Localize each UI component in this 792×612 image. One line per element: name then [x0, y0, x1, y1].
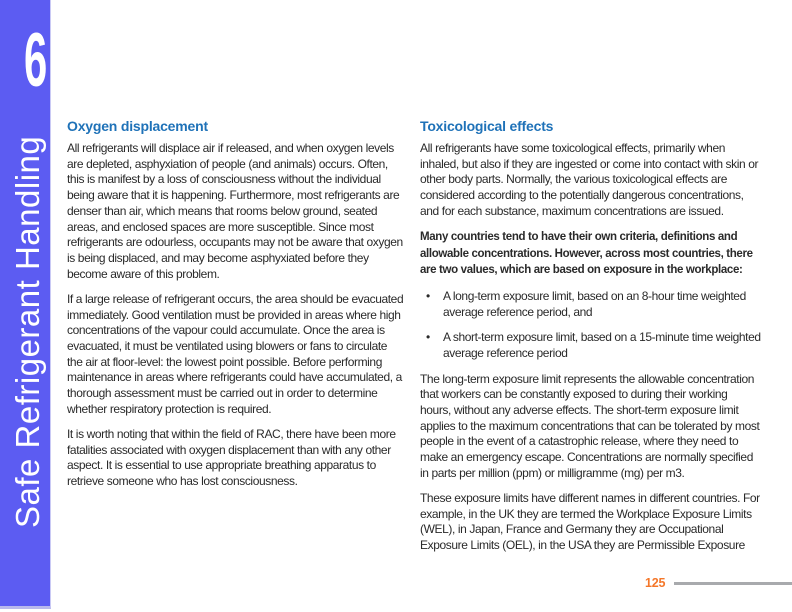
- right-column: [420, 118, 761, 563]
- bullet-icon: [420, 330, 443, 361]
- list-item: [420, 330, 761, 361]
- paragraph: All refrigerants have some toxicological effects, primarily when inhaled, but also if they are ingested or come into contact with skin or other body parts. Normally, the various toxicological effects are considered according to the potentially dangerous concentrations, and for each substance, maximum concentrations are issued.: [420, 141, 759, 218]
- paragraph: All refrigerants will displace air if released, and when oxygen levels are depleted, asphyxiation of people (and animals) occurs. Often, this is manifest by a loss of consciousness without the individual being aware that it is happening. Furthermore, most refrigerants are denser than air, which means that rooms below ground, seated areas, and enclosed spaces are more susceptible. Since most refrigerants are odourless, occupants may not be aware that oxygen is being displaced, and may become asphyxiated before they become aware of this problem.: [67, 141, 403, 281]
- bullet-list: [420, 289, 761, 362]
- left-column: [67, 118, 404, 499]
- list-item-text: A short-term exposure limit, based on a 15-minute time weighted average reference period: [443, 330, 761, 360]
- page-footer: [0, 576, 792, 592]
- chapter-title: [9, 76, 47, 528]
- list-item-text: A long-term exposure limit, based on an 8-hour time weighted average reference period, and: [443, 288, 746, 319]
- footer-rule: [674, 582, 792, 585]
- bold-lead-paragraph: Many countries tend to have their own criteria, definitions and allowable concentrations. However, across most countries, there are two values, which are based on exposure in the workplace:: [420, 231, 753, 277]
- paragraph: It is worth noting that within the field of RAC, there have been more fatalities associated with oxygen displacement than with any other aspect. It is essential to use appropriate breathing apparatus to retrieve someone who has lost consciousness.: [67, 426, 396, 489]
- paragraph: The long-term exposure limit represents the allowable concentration that workers can be constantly exposed to during their working hours, without any adverse effects. The short-term exposure limit applies to the maximum concentrations that can be tolerated by most people in the event of a catastrophic release, where they need to make an emergency escape. Concentrations are normally specified in parts per million (ppm) or milligramme (mg) per m3.: [420, 371, 760, 480]
- list-item: [420, 289, 761, 320]
- chapter-number: 6: [23, 18, 47, 103]
- section-heading-oxygen-displacement: Oxygen displacement: [67, 118, 208, 134]
- page-number: 125: [645, 576, 666, 590]
- section-heading-toxicological-effects: Toxicological effects: [420, 118, 554, 134]
- chapter-title-text: Safe Refrigerant Handling: [9, 135, 46, 528]
- paragraph: These exposure limits have different names in different countries. For example, in the UK they are termed the Workplace Exposure Limits (WEL), in Japan, France and Germany they are Occupational Exposure Limits (OEL), in the USA they are Permissible Exposure: [420, 491, 760, 553]
- bullet-icon: [420, 289, 443, 320]
- paragraph: If a large release of refrigerant occurs, the area should be evacuated immediately. Good ventilation must be provided in areas where high concentrations of the vapour could accumulate. Once the area is evacuated, it must be ventilated using blowers or fans to circulate the air at floor-level: the lowest point possible. Before performing maintenance in areas where refrigerants could have accumulated, a thorough assessment must be carried out in order to determine whether respiratory protection is required.: [67, 291, 404, 416]
- chapter-sidebar: [0, 0, 51, 609]
